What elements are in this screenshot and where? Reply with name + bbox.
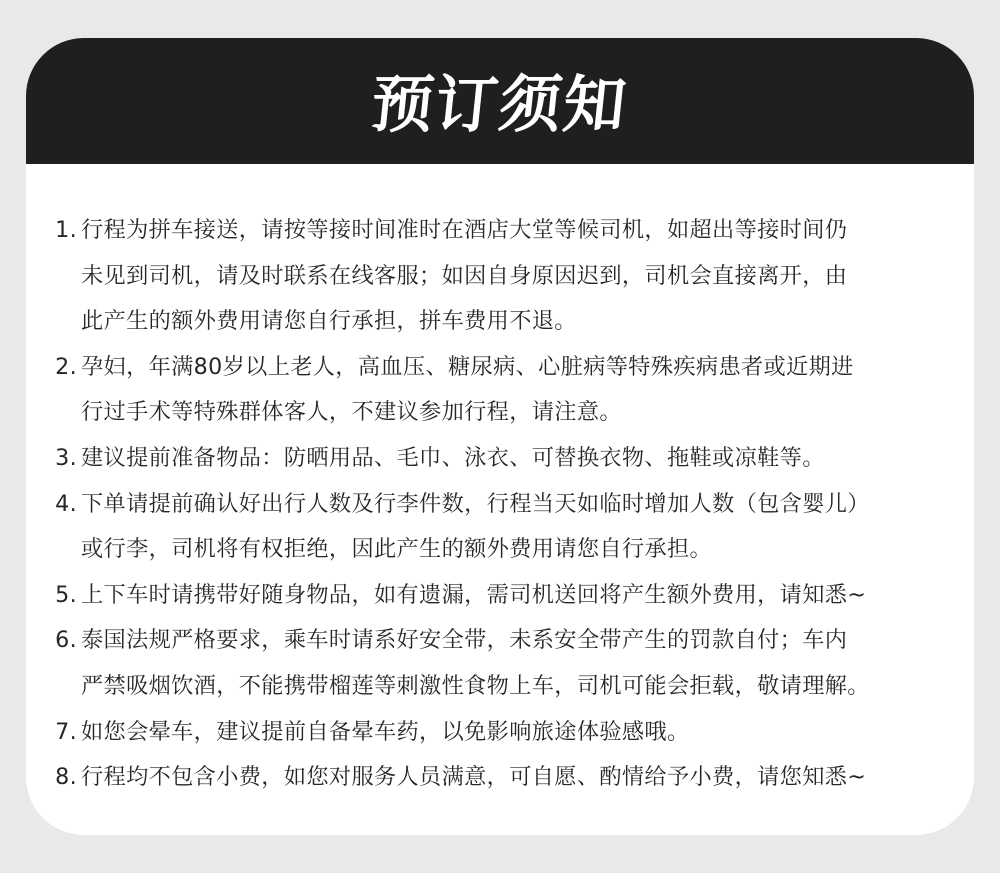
notice-item <box>26 482 974 573</box>
notice-text <box>77 573 974 619</box>
notice-text <box>77 710 974 756</box>
notice-item <box>26 573 974 619</box>
notice-line: 下单请提前确认好出行人数及行李件数，行程当天如临时增加人数（包含婴儿） <box>81 490 870 517</box>
notice-item <box>26 618 974 709</box>
notice-line: 上下车时请携带好随身物品，如有遗漏，需司机送回将产生额外费用，请知悉~ <box>81 581 867 608</box>
notice-text <box>77 345 974 436</box>
notice-number: 5. <box>55 581 77 608</box>
notice-line: 泰国法规严格要求，乘车时请系好安全带，未系安全带产生的罚款自付；车内 <box>81 627 848 654</box>
notice-text <box>77 618 974 709</box>
notice-number: 3. <box>55 444 77 471</box>
notice-line: 如您会晕车，建议提前自备晕车药，以免影响旅途体验感哦。 <box>81 718 690 745</box>
notice-line: 严禁吸烟饮酒，不能携带榴莲等刺激性食物上车，司机可能会拒载，敬请理解。 <box>81 672 870 699</box>
notice-number: 7. <box>55 718 77 745</box>
notice-line: 孕妇，年满80岁以上老人，高血压、糖尿病、心脏病等特殊疾病患者或近期进 <box>81 353 854 380</box>
notice-number: 8. <box>55 764 77 791</box>
notice-item <box>26 755 974 801</box>
notice-text <box>77 208 974 345</box>
notice-number: 6. <box>55 627 77 654</box>
notice-number: 1. <box>55 217 77 243</box>
notice-line: 行程均不包含小费，如您对服务人员满意，可自愿、酌情给予小费，请您知悉~ <box>81 764 867 791</box>
notice-text <box>77 482 974 573</box>
notice-line: 行程为拼车接送，请按等接时间准时在酒店大堂等候司机，如超出等接时间仍 <box>81 217 848 243</box>
notice-line: 此产生的额外费用请您自行承担，拼车费用不退。 <box>81 308 577 335</box>
title-bar <box>26 38 974 164</box>
notice-line: 建议提前准备物品：防晒用品、毛巾、泳衣、可替换衣物、拖鞋或凉鞋等。 <box>81 444 825 471</box>
notice-item <box>26 345 974 436</box>
page-title: 预订须知 <box>367 67 632 141</box>
notice-item <box>26 208 974 345</box>
notice-item <box>26 710 974 756</box>
booking-notice-card <box>26 38 974 835</box>
notice-line: 未见到司机，请及时联系在线客服；如因自身原因迟到，司机会直接离开，由 <box>81 262 848 289</box>
notice-number: 4. <box>55 490 77 517</box>
notice-list <box>26 208 974 801</box>
notice-line: 或行李，司机将有权拒绝，因此产生的额外费用请您自行承担。 <box>81 536 713 563</box>
notice-item <box>26 436 974 482</box>
notice-text <box>77 436 974 482</box>
notice-number: 2. <box>55 353 77 380</box>
notice-text <box>77 755 974 801</box>
notice-line: 行过手术等特殊群体客人，不建议参加行程，请注意。 <box>81 399 622 426</box>
